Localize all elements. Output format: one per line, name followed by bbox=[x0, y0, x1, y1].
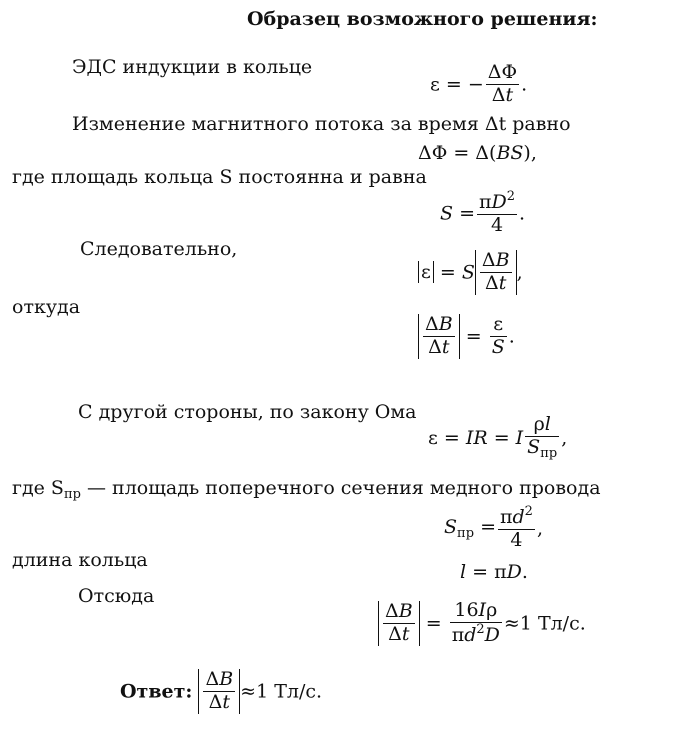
formula-s-pr: $S_{пр}$ = $\frac{\pi d^2}{4}$ , bbox=[444, 504, 543, 551]
answer-label: Ответ: bbox=[120, 680, 193, 703]
formula-db-dt: $\frac{\Delta B}{\Delta t}$ = $\frac{\varepsilon}{S}$ . bbox=[418, 314, 515, 359]
text-ring-length: длина кольца bbox=[12, 549, 148, 571]
text-hence: Отсюда bbox=[78, 585, 155, 607]
answer: Ответ: $\frac{\Delta B}{\Delta t}$ ≈1 Тл/с. bbox=[120, 668, 323, 713]
text-emf: ЭДС индукции в кольце bbox=[72, 56, 313, 78]
text-flux-change: Изменение магнитного потока за время Δt равно bbox=[72, 113, 571, 135]
page-title: Образец возможного решения: bbox=[247, 8, 598, 30]
formula-abs-emf: ε = S $\frac{\Delta B}{\Delta t}$ , bbox=[418, 250, 523, 295]
text-s-pr-where: где $S_{пр}$ — площадь поперечного сечения медного провода bbox=[12, 477, 601, 502]
answer-value: ≈1 Тл/с. bbox=[240, 680, 323, 703]
text-consequently: Следовательно, bbox=[80, 238, 238, 260]
formula-flux: ΔΦ = Δ(BS), bbox=[418, 142, 537, 164]
text-whence: откуда bbox=[12, 296, 81, 318]
formula-ohm: ε = IR = I $\frac{\rho l}{S_{пр}}$ , bbox=[428, 413, 568, 461]
formula-emf: ε = − $\frac{\Delta\Phi}{\Delta t}$ . bbox=[430, 61, 528, 106]
text-area-where: где площадь кольца S постоянна и равна bbox=[12, 166, 427, 188]
formula-result: $\frac{\Delta B}{\Delta t}$ = $\frac{16I\rho}{\pi d^2D}$ ≈1 Тл/с. bbox=[378, 600, 586, 647]
text-ohm: С другой стороны, по закону Ома bbox=[78, 401, 417, 423]
formula-length: l = πD. bbox=[460, 561, 528, 583]
formula-area: S = $\frac{\pi D^2}{4}$ . bbox=[440, 189, 526, 236]
